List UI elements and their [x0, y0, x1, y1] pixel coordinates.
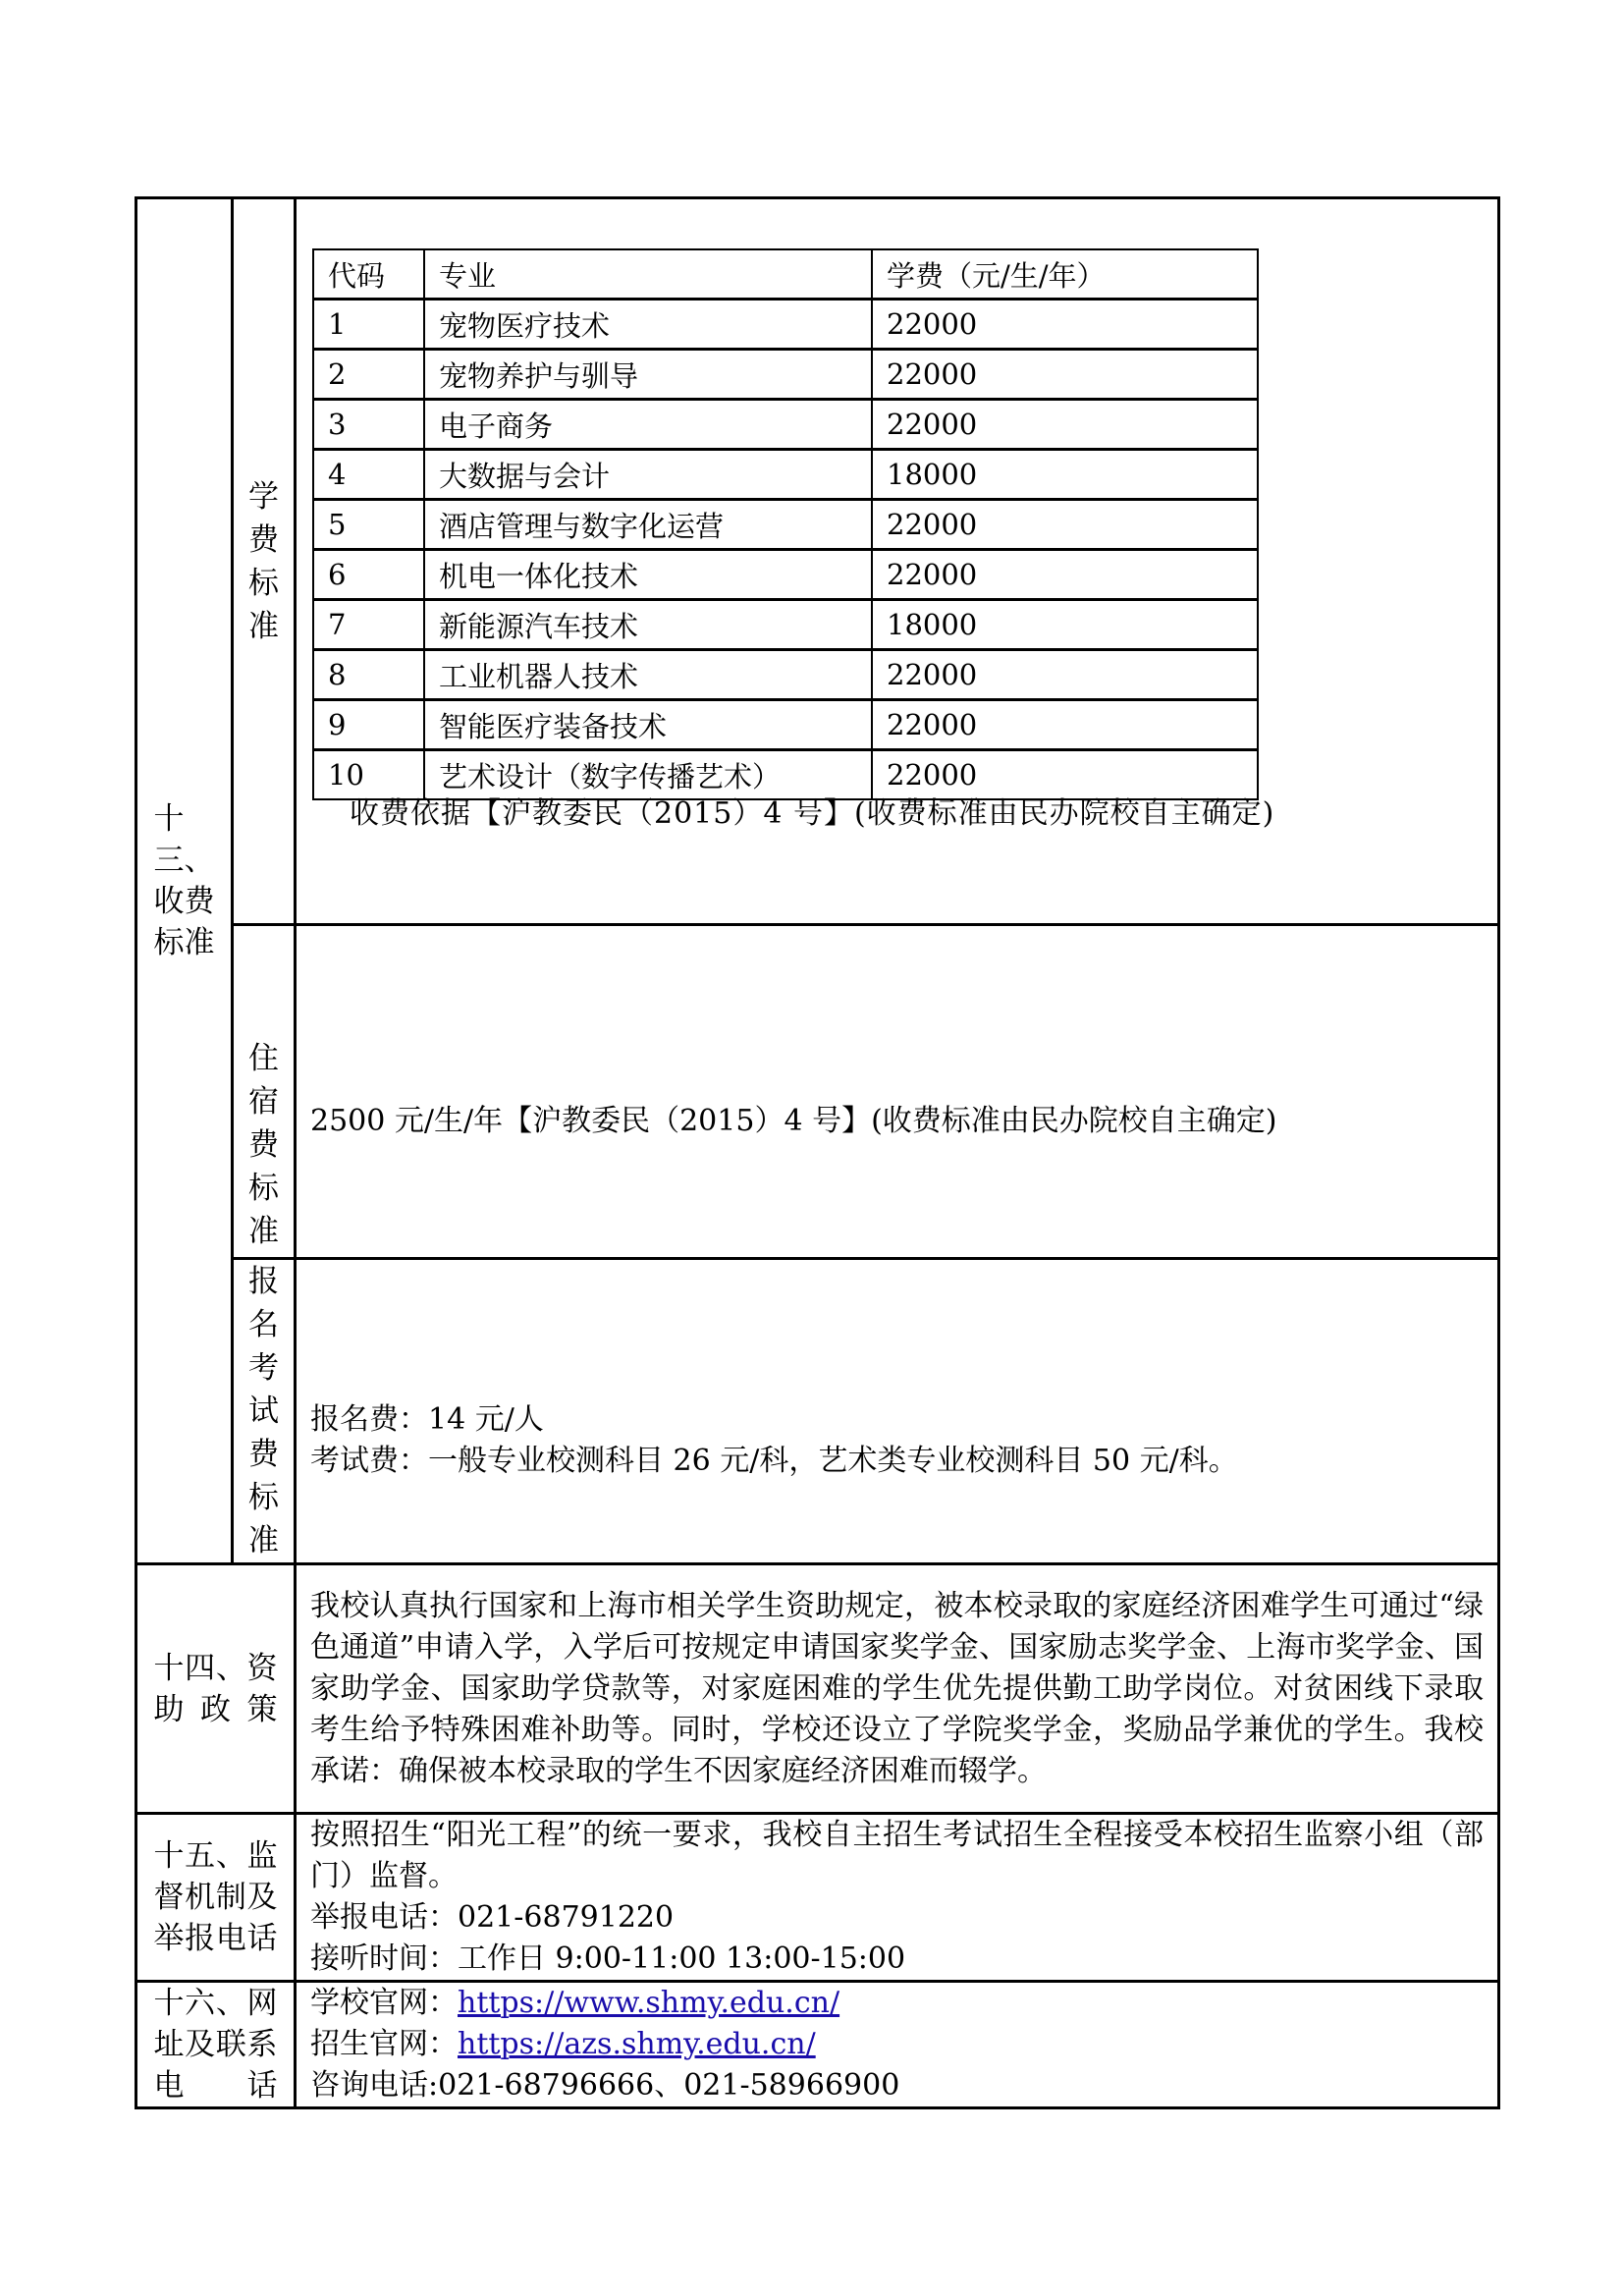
admission-site-label: 招生官网：	[310, 2027, 458, 2061]
school-site-line	[310, 1983, 1484, 2024]
row-code: 8	[313, 650, 424, 700]
dorm-text: 2500 元/生/年【沪教委民（2015）4 号】(收费标准由民办院校自主确定)	[310, 1103, 1277, 1138]
row-code: 5	[313, 500, 424, 550]
section16-cell	[296, 1982, 1499, 2108]
tuition-basis: 收费依据【沪教委民（2015）4 号】(收费标准由民办院校自主确定)	[350, 796, 1275, 831]
report-phone: 举报电话：021-68791220	[310, 1900, 675, 1935]
table-row	[313, 650, 1258, 700]
dorm-label: 住宿费标准	[233, 925, 296, 1259]
row-major: 机电一体化技术	[424, 550, 872, 600]
header-fee: 学费（元/生/年）	[872, 249, 1258, 300]
row-fee: 18000	[872, 600, 1258, 650]
row-fee: 22000	[872, 300, 1258, 350]
row-code: 3	[313, 400, 424, 450]
exam-registration-fee: 报名费：14 元/人	[310, 1402, 544, 1437]
table-row	[313, 450, 1258, 500]
exam-fee-cell	[296, 1259, 1499, 1564]
tuition-table-header	[313, 249, 1258, 300]
tuition-cell	[296, 198, 1499, 925]
admission-site-line	[310, 2024, 1484, 2065]
report-hours: 接听时间：工作日 9:00-11:00 13:00-15:00	[310, 1941, 906, 1976]
row-major: 大数据与会计	[424, 450, 872, 500]
row-major: 艺术设计（数字传播艺术）	[424, 750, 872, 800]
row-fee: 22000	[872, 750, 1258, 800]
section15-text: 按照招生“阳光工程”的统一要求，我校自主招生考试招生全程接受本校招生监察小组（部门）监督。	[310, 1818, 1484, 1893]
row-major: 工业机器人技术	[424, 650, 872, 700]
row-fee: 22000	[872, 500, 1258, 550]
table-row	[313, 600, 1258, 650]
school-site-label: 学校官网：	[310, 1986, 458, 2020]
row-fee: 22000	[872, 700, 1258, 750]
section15-label: 十五、监督机制及举报电话	[136, 1814, 296, 1982]
row-major: 酒店管理与数字化运营	[424, 500, 872, 550]
tuition-table	[312, 248, 1259, 800]
row-code: 2	[313, 350, 424, 400]
consult-phone: 咨询电话:021-68796666、021-58966900	[310, 2068, 900, 2103]
table-row	[313, 400, 1258, 450]
section14-label: 十四、资助政策	[136, 1564, 296, 1814]
row-major: 宠物医疗技术	[424, 300, 872, 350]
row-fee: 22000	[872, 400, 1258, 450]
row-fee: 22000	[872, 350, 1258, 400]
row-major: 电子商务	[424, 400, 872, 450]
admission-site-link[interactable]: https://azs.shmy.edu.cn/	[458, 2027, 816, 2061]
tuition-label: 学费标准	[233, 198, 296, 925]
row-code: 6	[313, 550, 424, 600]
row-major: 新能源汽车技术	[424, 600, 872, 650]
row-major: 宠物养护与驯导	[424, 350, 872, 400]
dorm-cell	[296, 925, 1499, 1259]
admission-info-table	[135, 196, 1500, 2109]
row-code: 9	[313, 700, 424, 750]
exam-fee-label: 报名考试费标准	[233, 1259, 296, 1564]
section14-text: 我校认真执行国家和上海市相关学生资助规定，被本校录取的家庭经济困难学生可通过“绿色通道”申请入学，入学后可按规定申请国家奖学金、国家励志奖学金、上海市奖学金、国家助学金、国家助学贷款等，对家庭困难的学生优先提供勤工助学岗位。对贫困线下录取考生给予特殊困难补助等。同时，学校还设立了学院奖学金，奖励品学兼优的学生。我校承诺：确保被本校录取的学生不因家庭经济困难而辍学。	[296, 1564, 1499, 1814]
table-row	[313, 500, 1258, 550]
table-row	[313, 550, 1258, 600]
row-fee: 18000	[872, 450, 1258, 500]
section16-label: 十六、网址及联系电话	[136, 1982, 296, 2108]
section15-cell	[296, 1814, 1499, 1982]
exam-test-fee: 考试费：一般专业校测科目 26 元/科，艺术类专业校测科目 50 元/科。	[310, 1444, 1238, 1478]
header-code: 代码	[313, 249, 424, 300]
row-code: 7	[313, 600, 424, 650]
row-code: 1	[313, 300, 424, 350]
table-row	[313, 350, 1258, 400]
row-major: 智能医疗装备技术	[424, 700, 872, 750]
school-site-link[interactable]: https://www.shmy.edu.cn/	[458, 1986, 840, 2020]
section13-label: 十三、收费标准	[136, 198, 233, 1564]
table-row	[313, 300, 1258, 350]
row-code: 10	[313, 750, 424, 800]
table-row	[313, 700, 1258, 750]
row-code: 4	[313, 450, 424, 500]
row-fee: 22000	[872, 650, 1258, 700]
row-fee: 22000	[872, 550, 1258, 600]
header-major: 专业	[424, 249, 872, 300]
